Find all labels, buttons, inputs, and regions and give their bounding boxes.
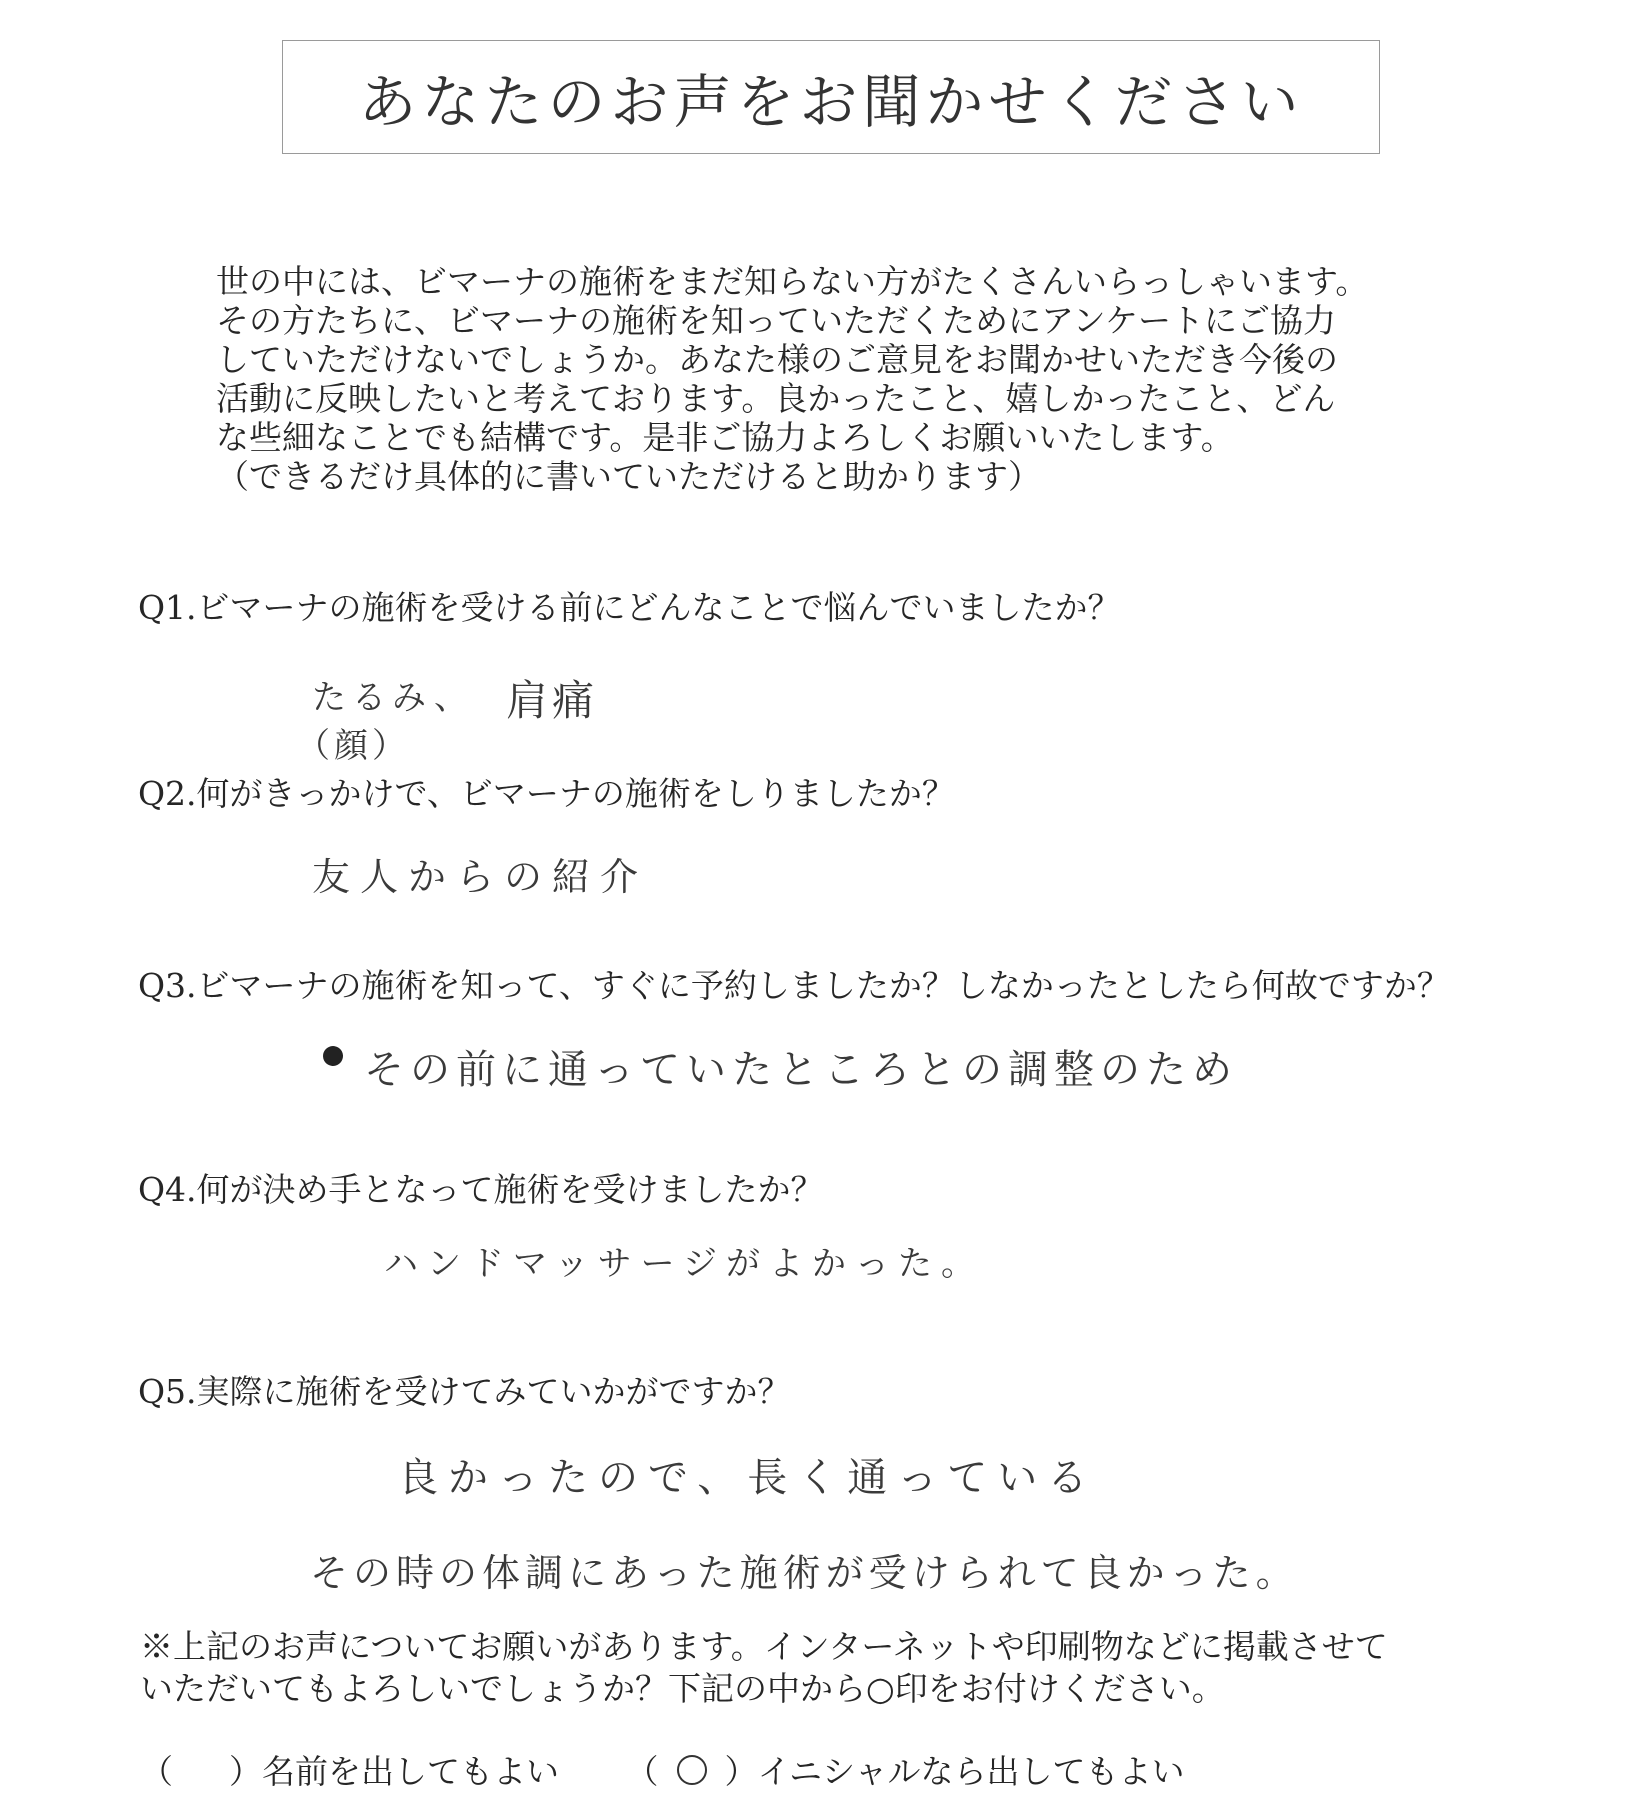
option-name[interactable]: （ ）名前を出してもよい <box>140 1752 559 1791</box>
intro-line: していただけないでしょうか。あなた様のご意見をお聞かせいただき今後の <box>216 340 1338 379</box>
answer-1-text: たるみ、 <box>312 678 475 718</box>
intro-line: その方たちに、ビマーナの施術を知っていただくためにアンケートにご協力 <box>216 301 1337 340</box>
question-4: Q4.何が決め手となって施術を受けましたか？ <box>138 1170 824 1209</box>
consent-options <box>140 1746 1241 1793</box>
answer-1-text: 肩痛 <box>506 676 599 725</box>
note-line: いただいてもよろしいでしょうか？下記の中から○印をお付けください。 <box>140 1669 1225 1708</box>
answer-4-text: ハンドマッサージがよかった。 <box>384 1244 984 1284</box>
note-line: ※上記のお声についてお願いがあります。インターネットや印刷物などに掲載させて <box>140 1627 1388 1666</box>
page-title: あなたのお声をお聞かせください <box>358 68 1304 136</box>
question-1: Q1.ビマーナの施術を受ける前にどんなことで悩んでいましたか？ <box>138 588 1121 627</box>
answer-5-text: その時の体調にあった施術が受けられて良かった。 <box>310 1551 1299 1595</box>
answer-3-text: その前に通っていたところとの調整のため <box>364 1047 1238 1093</box>
title-box <box>282 40 1380 154</box>
question-2: Q2.何がきっかけで、ビマーナの施術をしりましたか？ <box>138 774 955 813</box>
option-initials[interactable]: （ ）イニシャルなら出してもよい <box>625 1752 1185 1791</box>
option-label: 名前を出してもよい <box>262 1752 559 1791</box>
publication-note <box>140 1626 1388 1710</box>
option-label: イニシャルなら出してもよい <box>757 1752 1185 1791</box>
intro-line: （できるだけ具体的に書いていただけると助かります） <box>216 457 1041 496</box>
bullet-mark <box>319 1042 346 1069</box>
intro-paragraph <box>216 262 1456 496</box>
answer-5-text: 良かったので、長く通っている <box>398 1455 1098 1501</box>
answer-2-text: 友人からの紹介 <box>312 855 649 899</box>
question-5: Q5.実際に施術を受けてみていかがですか？ <box>138 1372 791 1411</box>
answer-1-text: （顔） <box>296 726 410 766</box>
question-3: Q3.ビマーナの施術を知って、すぐに予約しましたか？しなかったとしたら何故ですか？ <box>138 966 1450 1005</box>
circle-mark-icon <box>677 1755 707 1785</box>
intro-line: 活動に反映したいと考えております。良かったこと、嬉しかったこと、どん <box>216 379 1336 418</box>
intro-line: 世の中には、ビマーナの施術をまだ知らない方がたくさんいらっしゃいます。 <box>216 262 1369 301</box>
intro-line: な些細なことでも結構です。是非ご協力よろしくお願いいたします。 <box>216 418 1234 457</box>
